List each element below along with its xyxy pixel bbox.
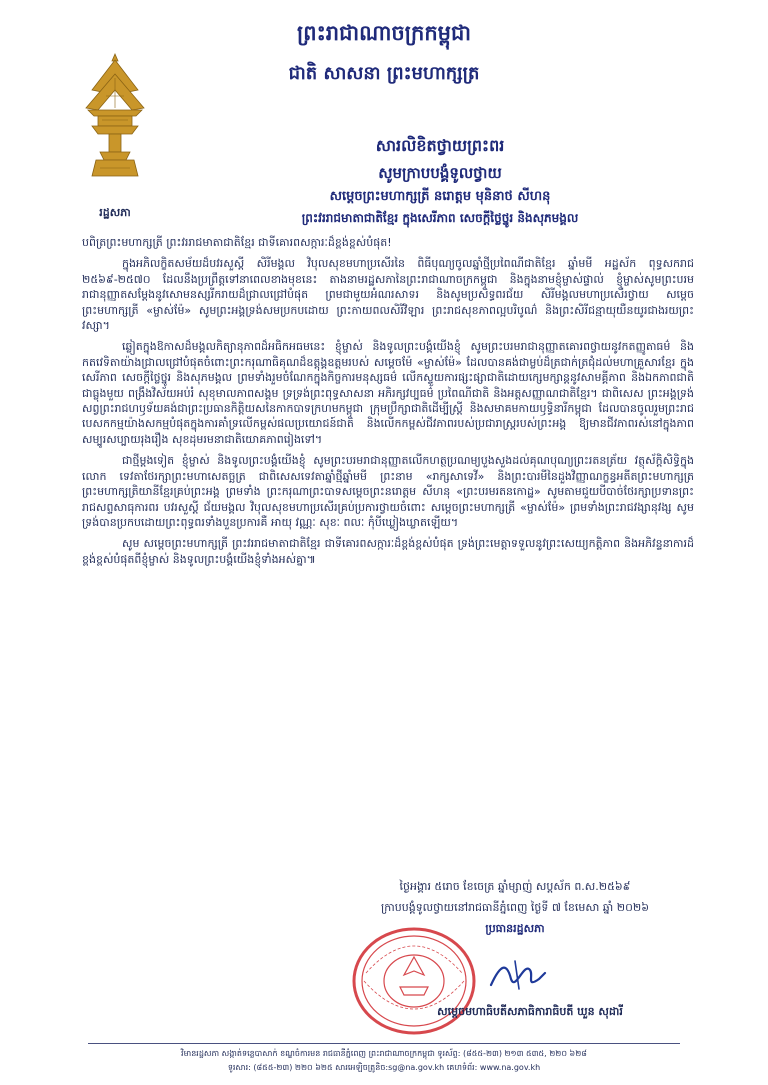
- royal-emblem-icon: [78, 52, 152, 180]
- body-paragraph: សូម សម្តេចព្រះមហាក្សត្រី ព្រះវររាជមាតាជាតិខ្មែរ ជាទីគោរពសក្ការៈដ៏ខ្ពង់ខ្ពស់បំផុត ទ្រង់ព្រះមេត្តាទទួលនូវព្រះសេយ្យកត្តិភាព និងអភិវន្ទនាការដ៏ខ្ពង់ខ្ពស់បំផុតពីខ្ញុំម្ចាស់ និងទូលព្រះបង្គំយើងខ្ញុំទាំងអស់គ្នា៕: [82, 537, 694, 566]
- footer-divider: [88, 1043, 680, 1044]
- letter-body: [82, 235, 694, 573]
- letter-title: សារលិខិតថ្វាយព្រះពរ: [375, 136, 505, 155]
- footer-contact: ទូរសារ: (៨៥៥-២៣) ២២០ ៦២៥ សារអេឡិចត្រូនិច:sg@na.gov.kh គេហទំព័រ: www.na.gov.kh: [227, 1063, 541, 1072]
- body-paragraph: ឆ្លៀតក្នុងឱកាសដ៏មង្គលកិត្យានុភាពដ៏អធិកអធមនេះ ខ្ញុំម្ចាស់ និងទូលព្រះបង្គំយើងខ្ញុំ សូមព្រះបរមរាជានុញ្ញាតគោរពថ្វាយនូវកតញ្ញូតាធម៌ និងកតវេទិតាយ៉ាងជ្រាលជ្រៅបំផុតចំពោះព្រះករុណាធិគុណដ៏ឧត្តុង្គឧត្តមរបស់ សម្តេចម៉ែ «ម្ចាស់ម៉ែ» ដែលបានគង់ជាម្លប់ដ៏ត្រជាក់ត្រជុំដល់មហាគ្រួសារខ្មែរ ក្នុងសេរីភាព សេចក្តីថ្លៃថ្នូរ និងសុភមង្គល ព្រមទាំងរួមចំណែកក្នុងកិច្ចការមនុស្សធម៌ លើកស្ទួយការផ្សះផ្សាជាតិដោយក្សេមក្សាន្តនូវសាមគ្គីភាព និងឯកភាពជាតិជាធ្លុងមួយ ពង្រឹងវិស័យអប់រំ សុខុមាលភាពសង្គម ទ្រទ្រង់ព្រះពុទ្ធសាសនា អភិរក្សវប្បធម៌ ប្រពៃណីជាតិ និងអត្តសញ្ញាណជាតិខ្មែរ។ ជាពិសេស ព្រះអង្គទ្រង់សព្វព្រះរាជហឫទ័យគង់ជាព្រះប្រធានកិត្តិយសនៃកាកបាទក្រហមកម្ពុជា ក្រុមប្រឹក្សាជាតិដើម្បីស្ត្រី និងសមាគមកាយឫទ្ធិនារីកម្ពុជា ដែលបានចូលរួមព្រះរាជបេសកកម្មយ៉ាងសកម្មបំផុតក្នុងការគាំទ្រលើកម្ពស់ផលប្រយោជន៍ជាតិ និងលើកកម្ពស់ជីវភាពរបស់ប្រជារាស្ត្ររបស់ព្រះអង្គ ឱ្យមានជីវភាពរស់នៅក្នុងភាពសម្បូរសប្បាយរុងរឿង សុខដុមរមនាជាតិយោគភាពរៀងទៅ។: [82, 340, 694, 446]
- letter-title-block: [160, 138, 720, 234]
- signatory-title: ប្រធានរដ្ឋសភា: [485, 922, 545, 935]
- body-paragraph: ក្នុងអភិលក្ខិតសម័យដ៏បវរសួស្តី សិរីមង្គល វិបុលសុខមហាប្រសើរនៃ ពិធីបុណ្យចូលឆ្នាំថ្មីប្រពៃណីជាតិខ្មែរ ឆ្នាំមមី អដ្ឋស័ក ពុទ្ធសករាជ ២៥៦៩-២៥៧០ ដែលនឹងប្រព្រឹត្តទៅនាពេលខាងមុខនេះ តាងនាមរដ្ឋសភានៃព្រះរាជាណាចក្រកម្ពុជា និងក្នុងនាមខ្ញុំម្ចាស់ផ្ទាល់ ខ្ញុំម្ចាស់សូមព្រះបរមរាជានុញ្ញាតសម្តែងនូវសោមនស្សរីករាយដ៏ជ្រាលជ្រៅបំផុត ព្រមជាមួយអំណរសាទរ និងសូមប្រសិទ្ធពរជ័យ សិរីមង្គលមហាប្រសើរថ្វាយ សម្តេចព្រះមហាក្សត្រី «ម្ចាស់ម៉ែ» សូមព្រះអង្គទ្រង់សមប្រកបដោយ ព្រះកាយពលសិរីវិឡារ ព្រះរាជសុខភាពល្អបរិបូណ៌ និងព្រះសិរីជន្មាយុយឺនយូរជាងរយព្រះវស្សា។: [82, 257, 694, 333]
- national-motto: ជាតិ សាសនា ព្រះមហាក្សត្រ: [288, 63, 480, 84]
- signature-mark: [485, 955, 550, 995]
- institution-label: រដ្ឋសភា: [99, 206, 131, 219]
- addressee-intro: សូមក្រាបបង្គំទូលថ្វាយ: [378, 164, 502, 182]
- addressee-title: ព្រះវររាជមាតាជាតិខ្មែរ ក្នុងសេរីភាព សេចក្តីថ្លៃថ្នូរ និងសុភមង្គល: [301, 211, 579, 225]
- footer-address: វិមានរដ្ឋសភា សង្កាត់ទន្លេបាសាក់ ខណ្ឌចំការមន រាជធានីភ្នំពេញ ព្រះរាជាណាចក្រកម្ពុជា ទូរស័ព្ទ: (៨៥៥-២៣) ២១៣ ៥៣៥, ២២០ ៦២៨: [181, 1049, 587, 1058]
- addressee-name: សម្តេចព្រះមហាក្សត្រី នរោត្តម មុនិនាថ សីហនុ: [329, 189, 551, 204]
- kingdom-heading: ព្រះរាជាណាចក្រកម្ពុជា: [296, 21, 471, 45]
- place-date: ក្រាបបង្គំទូលថ្វាយនៅរាជធានីភ្នំពេញ ថ្ងៃទី ៧ ខែមេសា ឆ្នាំ ២០២៦: [381, 901, 649, 914]
- body-paragraph: ជាថ្មីម្តងទៀត ខ្ញុំម្ចាស់ និងទូលព្រះបង្គំយើងខ្ញុំ សូមព្រះបរមរាជានុញ្ញាតលើកហត្ថប្រណម្យបួងសួងដល់គុណបុណ្យព្រះរតនត្រ័យ វត្ថុស័ក្តិសិទ្ធិក្នុងលោក ទេវតាថែរក្សាព្រះមហាសេតច្ឆត្រ ជាពិសេសទេវតាឆ្នាំថ្មីឆ្នាំមមី ព្រះនាម «រាក្សសាទេវី» និងព្រះបារមីនៃដួងវិញ្ញាណក្ខន្ធអតីតព្រះមហាក្សត្រ ព្រះមហាក្សត្រិយានីខ្មែរគ្រប់ព្រះអង្គ ព្រមទាំង ព្រះករុណាព្រះបាទសម្តេចព្រះនរោត្តម សីហនុ «ព្រះបរមរតនកោដ្ឋ» សូមតាមជួយបីបាច់ថែរក្សាប្រទានព្រះរាជសព្ទសាធុការពរ បវរសួស្តី ជ័យមង្គល វិបុលសុខមហាប្រសើរគ្រប់ប្រការថ្វាយចំពោះ សម្តេចព្រះមហាក្សត្រី «ម្ចាស់ម៉ែ» ព្រមទាំងព្រះរាជវង្សានុវង្ស សូមទ្រង់បានប្រកបដោយព្រះពុទ្ធពរទាំងបួនប្រការគឺ អាយុ វណ្ណៈ សុខៈ ពលៈ កុំបីឃ្លៀងឃ្លាតឡើយ។: [82, 454, 694, 529]
- signatory-name: សម្តេចមហាធិបតីសភាធិការាធិបតី ឃួន សុដារី: [437, 1005, 623, 1018]
- salutation: បពិត្រព្រះមហាក្សត្រី ព្រះវររាជមាតាជាតិខ្មែរ ជាទីគោរពសក្ការៈដ៏ខ្ពង់ខ្ពស់បំផុត!: [82, 236, 392, 249]
- lunar-date: ថ្ងៃអង្គារ ៥រោច ខែចេត្រ ឆ្នាំម្សាញ់ សប្តស័ក ព.ស.២៥៦៩: [399, 880, 631, 893]
